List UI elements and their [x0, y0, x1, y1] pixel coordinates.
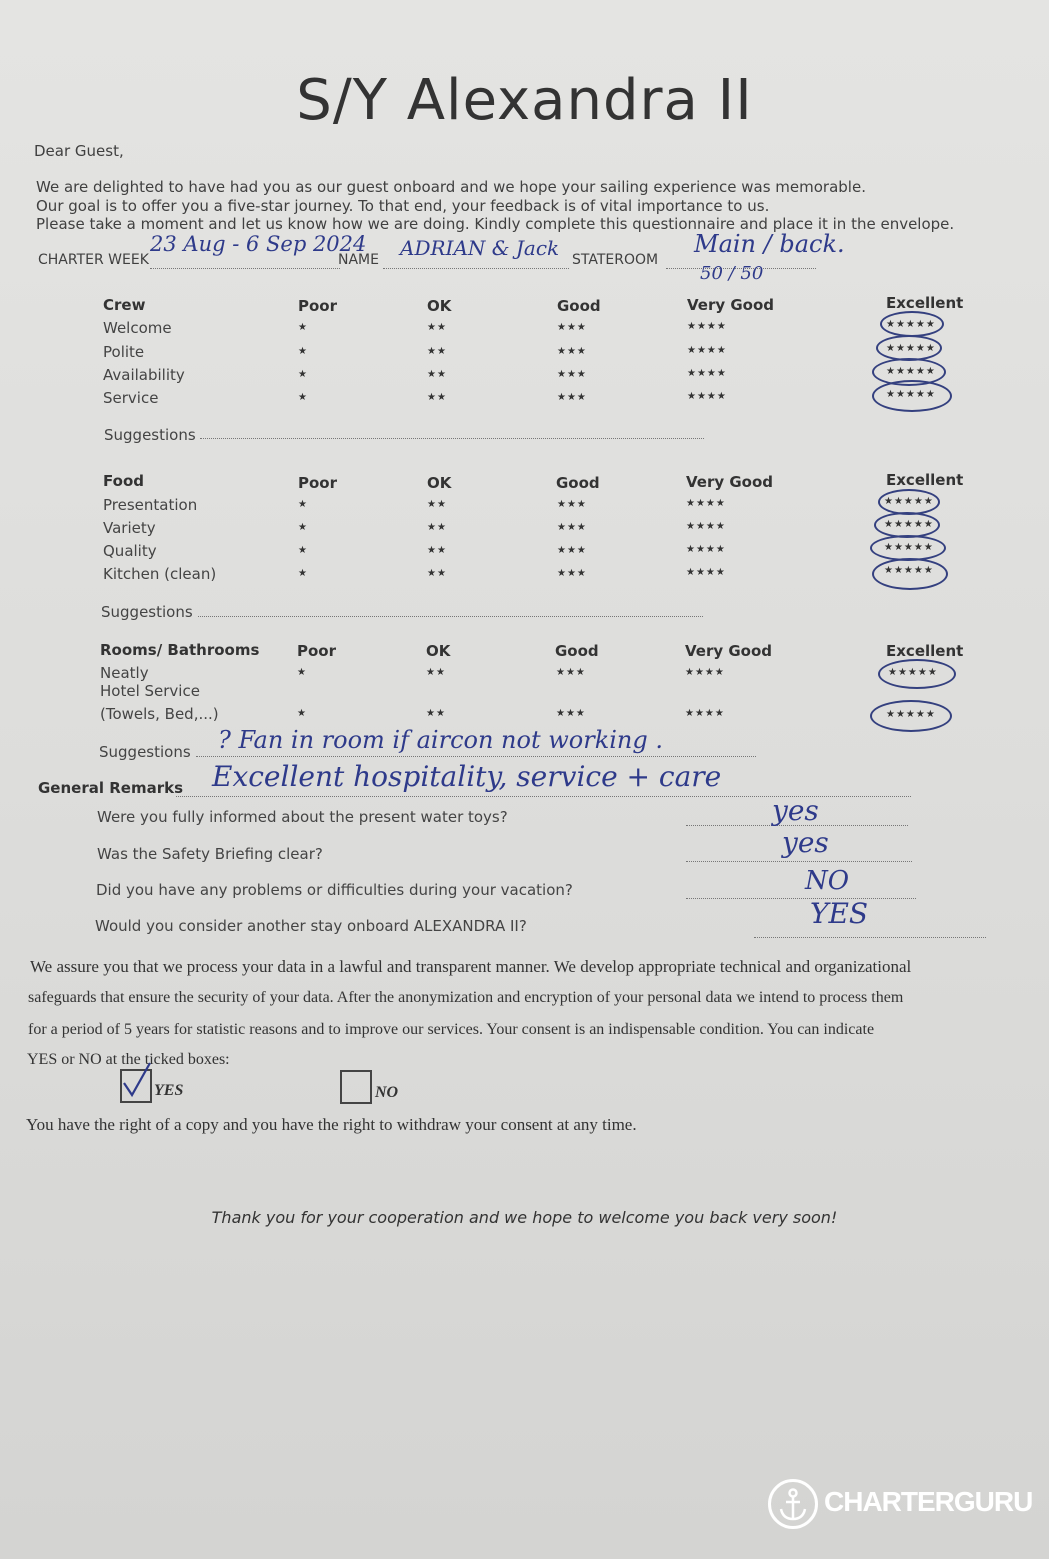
charter-week-value[interactable]: 23 Aug - 6 Sep 2024 [150, 232, 367, 256]
selection-circle [872, 558, 948, 590]
col-ok: OK [427, 474, 452, 492]
selection-circle [880, 311, 944, 337]
rooms-suggestions-label: Suggestions [99, 743, 191, 761]
selection-circle [870, 700, 952, 732]
col-excellent: Excellent [886, 471, 964, 489]
answer-field[interactable] [686, 861, 912, 862]
greeting: Dear Guest, [34, 142, 124, 160]
rating-2-star[interactable]: ★★ [427, 568, 447, 579]
charter-week-label: CHARTER WEEK [38, 252, 149, 268]
food-suggestions-field[interactable] [198, 616, 703, 617]
privacy-line-3: for a period of 5 years for statistic reasons and to improve our services. Your consent is an indispensable condition. You can indicate [28, 1021, 875, 1038]
rating-3-star[interactable]: ★★★ [556, 667, 586, 678]
question-safety-briefing: Was the Safety Briefing clear? [97, 845, 323, 863]
rating-2-star[interactable]: ★★ [427, 346, 447, 357]
rating-1-star[interactable]: ★ [298, 522, 308, 533]
consent-no-label: NO [375, 1084, 399, 1101]
col-good: Good [556, 474, 600, 492]
rating-3-star[interactable]: ★★★ [557, 568, 587, 579]
col-good: Good [557, 297, 601, 315]
rating-2-star[interactable]: ★★ [426, 708, 446, 719]
rating-3-star[interactable]: ★★★ [557, 545, 587, 556]
name-value[interactable]: ADRIAN & Jack [400, 236, 560, 260]
col-poor: Poor [298, 474, 338, 492]
food-item-presentation: Presentation [103, 496, 198, 514]
crew-suggestions-label: Suggestions [104, 426, 196, 444]
rooms-suggestions-field[interactable] [196, 756, 756, 757]
rating-1-star[interactable]: ★ [298, 568, 308, 579]
rating-1-star[interactable]: ★ [297, 708, 307, 719]
answer-problems[interactable]: NO [805, 866, 850, 896]
food-suggestions-label: Suggestions [101, 603, 193, 621]
rating-2-star[interactable]: ★★ [427, 499, 447, 510]
general-remarks-label: General Remarks [38, 779, 183, 797]
food-item-variety: Variety [103, 519, 156, 537]
col-poor: Poor [297, 642, 337, 660]
consent-no-checkbox[interactable] [340, 1070, 372, 1104]
col-excellent: Excellent [886, 294, 964, 312]
stateroom-label: STATEROOM [572, 252, 659, 268]
crew-heading: Crew [103, 296, 146, 314]
rating-3-star[interactable]: ★★★ [557, 322, 587, 333]
rating-1-star[interactable]: ★ [298, 392, 308, 403]
rating-4-star[interactable]: ★★★★ [686, 521, 726, 532]
question-another-stay: Would you consider another stay onboard ALEXANDRA II? [95, 917, 527, 935]
rating-2-star[interactable]: ★★ [427, 322, 447, 333]
anchor-icon [768, 1479, 818, 1529]
general-remarks-value[interactable]: Excellent hospitality, service + care [212, 760, 722, 793]
col-very-good: Very Good [687, 296, 775, 314]
rating-2-star[interactable]: ★★ [427, 545, 447, 556]
name-label: NAME [338, 252, 379, 268]
privacy-line-1: We assure you that we process your data in a lawful and transparent manner. We develop appropriate technical and organizational [30, 957, 912, 976]
question-problems: Did you have any problems or difficulties during your vacation? [96, 881, 573, 899]
rating-5-star[interactable]: ★★★★★ [884, 565, 934, 576]
rating-4-star[interactable]: ★★★★ [687, 321, 727, 332]
rating-3-star[interactable]: ★★★ [557, 522, 587, 533]
rooms-item-neatly: Neatly [100, 664, 149, 682]
rating-2-star[interactable]: ★★ [427, 522, 447, 533]
answer-field[interactable] [754, 937, 986, 938]
rating-3-star[interactable]: ★★★ [557, 392, 587, 403]
rating-4-star[interactable]: ★★★★ [687, 368, 727, 379]
selection-circle [872, 380, 952, 412]
rating-4-star[interactable]: ★★★★ [687, 391, 727, 402]
answer-another-stay[interactable]: YES [810, 897, 869, 930]
crew-item-service: Service [103, 389, 159, 407]
page-title: S/Y Alexandra II [296, 68, 753, 133]
rating-4-star[interactable]: ★★★★ [685, 708, 725, 719]
privacy-line-4: YES or NO at the ticked boxes: [27, 1051, 230, 1068]
rooms-heading: Rooms/ Bathrooms [100, 641, 260, 659]
rooms-item-towels-bed: (Towels, Bed,...) [100, 705, 219, 723]
rating-1-star[interactable]: ★ [298, 322, 308, 333]
rating-4-star[interactable]: ★★★★ [686, 567, 726, 578]
col-very-good: Very Good [685, 642, 773, 660]
rating-4-star[interactable]: ★★★★ [686, 544, 726, 555]
rooms-suggestion-value[interactable]: ? Fan in room if aircon not working . [218, 726, 663, 754]
food-item-quality: Quality [103, 542, 157, 560]
intro-line-3: Please take a moment and let us know how we are doing. Kindly complete this questionnaire and place it in the envelope. [36, 215, 955, 233]
rating-3-star[interactable]: ★★★ [557, 369, 587, 380]
rating-5-star[interactable]: ★★★★★ [886, 319, 936, 330]
rating-5-star[interactable]: ★★★★★ [884, 519, 934, 530]
col-good: Good [555, 642, 599, 660]
rating-5-star[interactable]: ★★★★★ [886, 709, 936, 720]
crew-suggestions-field[interactable] [200, 438, 704, 439]
rating-3-star[interactable]: ★★★ [557, 346, 587, 357]
answer-field[interactable] [686, 898, 916, 899]
answer-water-toys[interactable]: yes [772, 794, 819, 827]
answer-safety-briefing[interactable]: yes [782, 826, 829, 859]
crew-item-polite: Polite [103, 343, 145, 361]
rooms-item-hotel-service: Hotel Service [100, 682, 200, 700]
selection-circle [878, 659, 956, 689]
rating-1-star[interactable]: ★ [298, 346, 308, 357]
consent-yes-checkbox[interactable] [120, 1069, 152, 1103]
stateroom-value[interactable]: Main / back. [694, 230, 845, 258]
rating-4-star[interactable]: ★★★★ [687, 345, 727, 356]
chartergur-watermark: CHARTERGURU [824, 1486, 1033, 1517]
col-ok: OK [427, 297, 452, 315]
rating-5-star[interactable]: ★★★★★ [884, 496, 934, 507]
rating-3-star[interactable]: ★★★ [557, 499, 587, 510]
rating-1-star[interactable]: ★ [298, 499, 308, 510]
rating-2-star[interactable]: ★★ [427, 392, 447, 403]
food-item-kitchen: Kitchen (clean) [103, 565, 217, 583]
crew-item-welcome: Welcome [103, 319, 172, 337]
food-heading: Food [103, 472, 144, 490]
rating-3-star[interactable]: ★★★ [556, 708, 586, 719]
intro-line-2: Our goal is to offer you a five-star journey. To that end, your feedback is of vital importance to us. [36, 197, 770, 215]
thank-you-text: Thank you for your cooperation and we hope to welcome you back very soon! [211, 1208, 838, 1227]
rating-2-star[interactable]: ★★ [427, 369, 447, 380]
rating-1-star[interactable]: ★ [297, 667, 307, 678]
intro-line-1: We are delighted to have had you as our guest onboard and we hope your sailing experience was memorable. [36, 178, 866, 196]
rating-5-star[interactable]: ★★★★★ [886, 343, 936, 354]
rating-4-star[interactable]: ★★★★ [686, 498, 726, 509]
rating-5-star[interactable]: ★★★★★ [888, 667, 938, 678]
rating-1-star[interactable]: ★ [298, 545, 308, 556]
col-excellent: Excellent [886, 642, 964, 660]
rating-2-star[interactable]: ★★ [426, 667, 446, 678]
crew-item-availability: Availability [103, 366, 185, 384]
question-water-toys: Were you fully informed about the present water toys? [97, 808, 508, 826]
rating-4-star[interactable]: ★★★★ [685, 667, 725, 678]
rights-text: You have the right of a copy and you have the right to withdraw your consent at any time. [26, 1115, 637, 1134]
col-very-good: Very Good [686, 473, 774, 491]
consent-yes-label: YES [154, 1082, 184, 1099]
rating-5-star[interactable]: ★★★★★ [886, 366, 936, 377]
rating-5-star[interactable]: ★★★★★ [884, 542, 934, 553]
stateroom-sub-value: 50 / 50 [700, 263, 764, 284]
rating-1-star[interactable]: ★ [298, 369, 308, 380]
privacy-line-2: safeguards that ensure the security of your data. After the anonymization and encryption of your personal data we intend to process them [28, 989, 904, 1006]
col-poor: Poor [298, 297, 338, 315]
rating-5-star[interactable]: ★★★★★ [886, 389, 936, 400]
col-ok: OK [426, 642, 451, 660]
